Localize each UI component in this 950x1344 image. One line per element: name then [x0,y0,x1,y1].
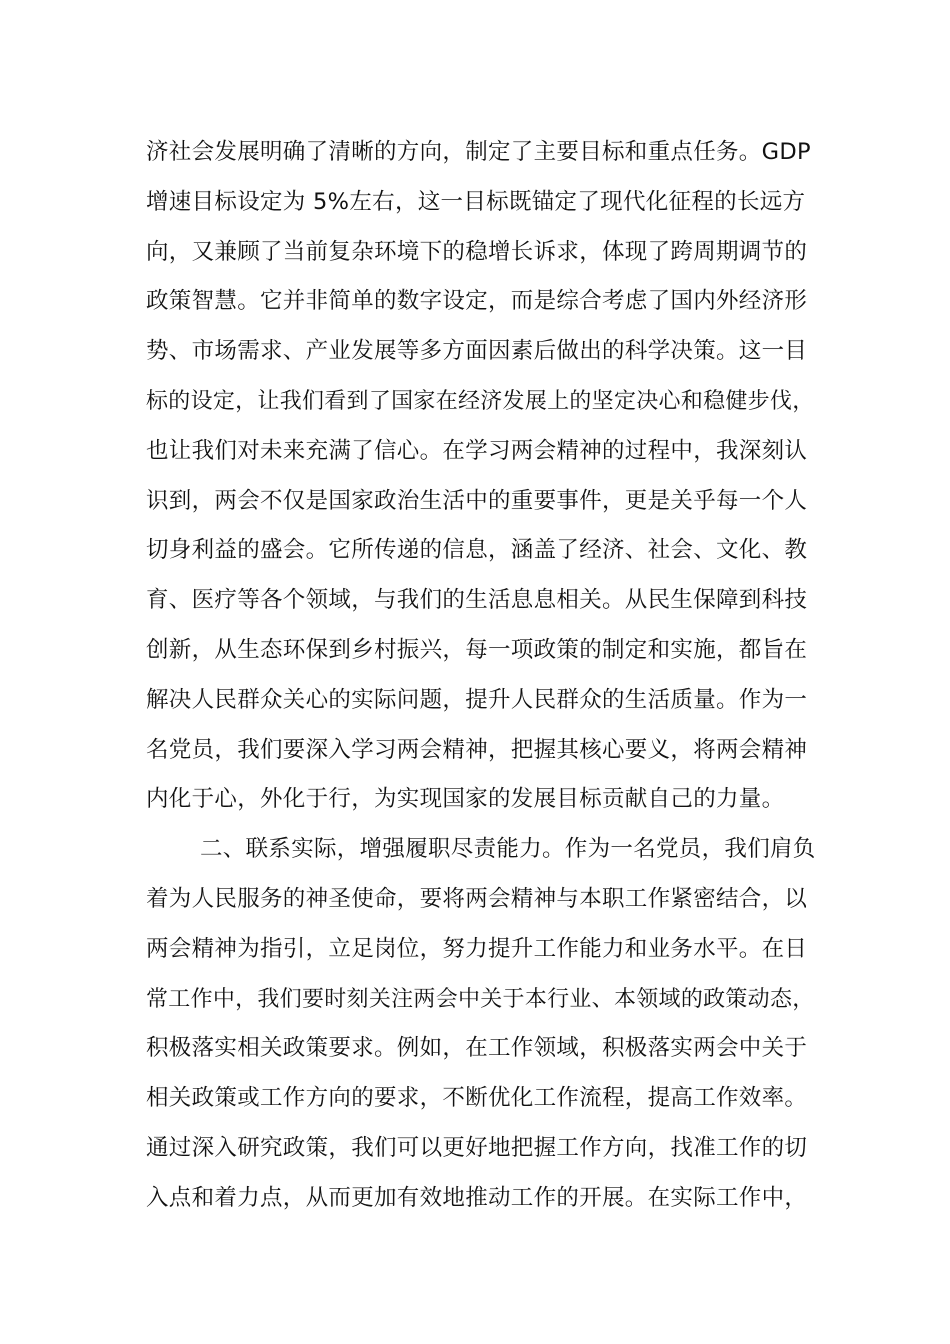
text-line: 政策智慧。它并非简单的数字设定，而是综合考虑了国内外经济形 [146,288,808,315]
text-line: 标的设定，让我们看到了国家在经济发展上的坚定决心和稳健步伐， [146,388,815,414]
text-line: 积极落实相关政策要求。例如，在工作领域，积极落实两会中关于 [146,1035,808,1062]
text-line: 济社会发展明确了清晰的方向，制定了主要目标和重点任务。GDP [146,139,811,165]
text-line: 势、市场需求、产业发展等多方面因素后做出的科学决策。这一目 [146,338,808,365]
text-line: 常工作中，我们要时刻关注两会中关于本行业、本领域的政策动态， [146,986,815,1012]
text-line: 解决人民群众关心的实际问题，提升人民群众的生活质量。作为一 [146,686,808,713]
section-heading-line: 二、联系实际，增强履职尽责能力。作为一名党员，我们肩负 [200,836,816,863]
text-line: 育、医疗等各个领域，与我们的生活息息相关。从民生保障到科技 [146,587,808,614]
text-line: 识到，两会不仅是国家政治生活中的重要事件，更是关乎每一个人 [146,487,808,514]
text-line: 入点和着力点，从而更加有效地推动工作的开展。在实际工作中， [146,1184,808,1211]
text-line: 通过深入研究政策，我们可以更好地把握工作方向，找准工作的切 [146,1134,808,1161]
text-line: 创新，从生态环保到乡村振兴，每一项政策的制定和实施，都旨在 [146,636,808,663]
text-line: 向，又兼顾了当前复杂环境下的稳增长诉求，体现了跨周期调节的 [146,238,808,265]
text-line: 名党员，我们要深入学习两会精神，把握其核心要义，将两会精神 [146,736,808,763]
text-line: 两会精神为指引，立足岗位，努力提升工作能力和业务水平。在日 [146,935,808,962]
text-line: 切身利益的盛会。它所传递的信息，涵盖了经济、社会、文化、教 [146,537,808,564]
body-text [146,128,818,1224]
text-line: 着为人民服务的神圣使命，要将两会精神与本职工作紧密结合，以 [146,885,808,912]
text-line: 内化于心，外化于行，为实现国家的发展目标贡献自己的力量。 [146,786,785,813]
text-line: 相关政策或工作方向的要求，不断优化工作流程，提高工作效率。 [146,1085,808,1112]
text-line: 增速目标设定为 5%左右，这一目标既锚定了现代化征程的长远方 [146,188,806,215]
text-line: 也让我们对未来充满了信心。在学习两会精神的过程中，我深刻认 [146,437,808,464]
